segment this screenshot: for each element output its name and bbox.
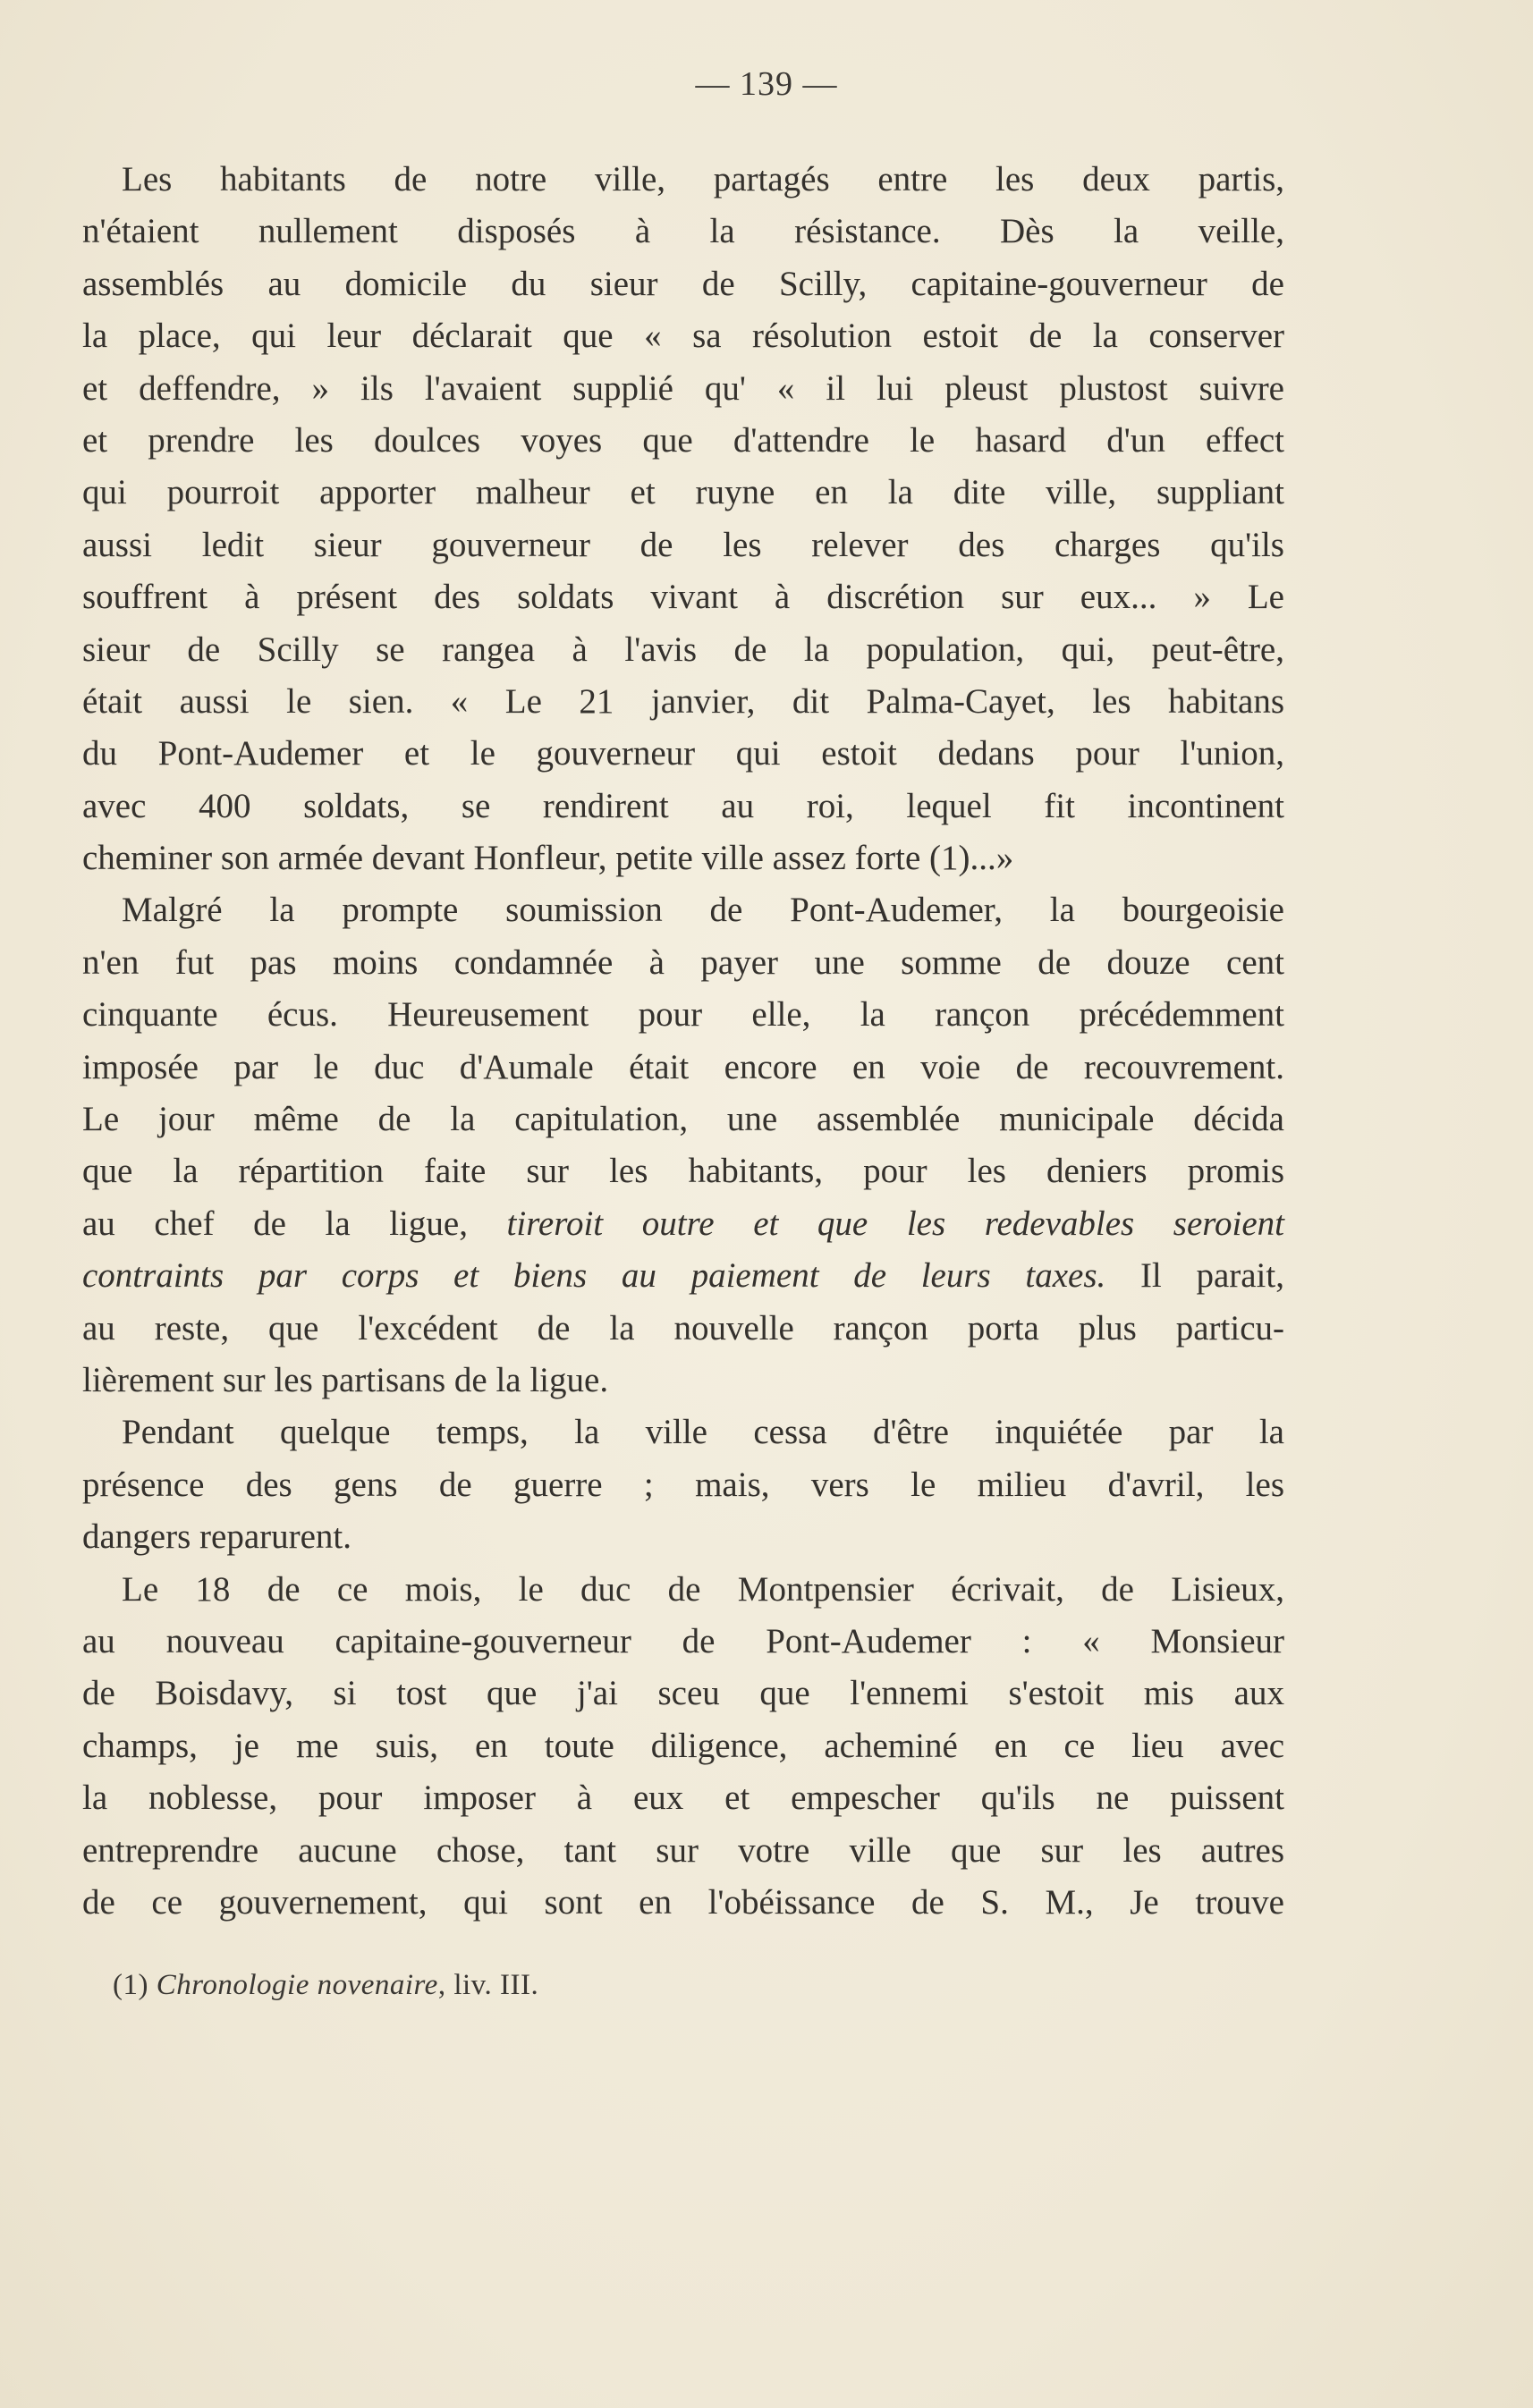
text-line: Le jour même de la capitulation, une assemblée municipale décida <box>82 1100 1284 1139</box>
text-line: n'étaient nullement disposés à la résistance. Dès la veille, <box>82 212 1284 251</box>
text-line: cinquante écus. Heureusement pour elle, la rançon précédemment <box>82 995 1284 1035</box>
text-line: souffrent à présent des soldats vivant à discrétion sur eux... » Le <box>82 578 1284 617</box>
text-line: au reste, que l'excédent de la nouvelle rançon porta plus particu- <box>82 1308 1284 1348</box>
text-line: cheminer son armée devant Honfleur, petite ville assez forte (1)...» <box>82 839 1014 878</box>
text-line: aussi ledit sieur gouverneur de les relever des charges qu'ils <box>82 525 1284 564</box>
text-line: Les habitants de notre ville, partagés entre les deux partis, <box>122 160 1284 199</box>
footnote-marker: (1) <box>113 1969 148 2001</box>
footnote-rest: , liv. III. <box>437 1969 539 2001</box>
footnote-title: Chronologie novenaire <box>156 1969 438 2001</box>
text-line: la noblesse, pour imposer à eux et empescher qu'ils ne puissent <box>82 1779 1284 1818</box>
text-line: Pendant quelque temps, la ville cessa d'être inquiétée par la <box>122 1413 1284 1452</box>
text-line: au nouveau capitaine-gouverneur de Pont-Audemer : « Monsieur <box>82 1621 1284 1660</box>
footnote <box>113 1967 538 2003</box>
text-line: présence des gens de guerre ; mais, vers le milieu d'avril, les <box>82 1465 1284 1504</box>
text-line: avec 400 soldats, se rendirent au roi, lequel fit incontinent <box>82 786 1284 825</box>
text-line: n'en fut pas moins condamnée à payer une somme de douze cent <box>82 942 1284 982</box>
text-line: était aussi le sien. « Le 21 janvier, dit Palma-Cayet, les habitans <box>82 681 1284 721</box>
text-line: Malgré la prompte soumission de Pont-Audemer, la bourgeoisie <box>122 891 1284 930</box>
text-line: au chef de la ligue, tireroit outre et que les redevables seroient <box>82 1204 1284 1243</box>
text-line: et prendre les doulces voyes que d'attendre le hasard d'un effect <box>82 420 1284 460</box>
text-line: dangers reparurent. <box>82 1517 352 1557</box>
text-line: imposée par le duc d'Aumale était encore en voie de recouvrement. <box>82 1047 1284 1086</box>
text-line: entreprendre aucune chose, tant sur votre ville que sur les autres <box>82 1830 1284 1870</box>
text-line: de Boisdavy, si tost que j'ai sceu que l'ennemi s'estoit mis aux <box>82 1674 1284 1713</box>
text-line: assemblés au domicile du sieur de Scilly, capitaine-gouverneur de <box>82 264 1284 303</box>
text-line: champs, je me suis, en toute diligence, acheminé en ce lieu avec <box>82 1726 1284 1765</box>
text-line: et deffendre, » ils l'avaient supplié qu' « il lui pleust plustost suivre <box>82 368 1284 408</box>
text-line: lièrement sur les partisans de la ligue. <box>82 1360 609 1399</box>
text-line: qui pourroit apporter malheur et ruyne en la dite ville, suppliant <box>82 473 1284 512</box>
italic-quote: tireroit outre et que les redevables seroient <box>506 1204 1284 1243</box>
text-line: la place, qui leur déclarait que « sa résolution estoit de la conserver <box>82 317 1284 356</box>
body-text <box>82 154 1284 1929</box>
italic-quote: contraints par corps et biens au paiement de leurs taxes. <box>82 1256 1106 1296</box>
text-line: que la répartition faite sur les habitants, pour les deniers promis <box>82 1152 1284 1191</box>
text-line: sieur de Scilly se rangea à l'avis de la population, qui, peut-être, <box>82 629 1284 669</box>
text-line: du Pont-Audemer et le gouverneur qui estoit dedans pour l'union, <box>82 734 1284 773</box>
text-line: de ce gouvernement, qui sont en l'obéissance de S. M., Je trouve <box>82 1882 1284 1922</box>
text-line: Le 18 de ce mois, le duc de Montpensier écrivait, de Lisieux, <box>122 1569 1284 1609</box>
text-line: contraints par corps et biens au paiement de leurs taxes. Il parait, <box>82 1256 1284 1296</box>
page-number: — 139 — <box>695 65 838 103</box>
